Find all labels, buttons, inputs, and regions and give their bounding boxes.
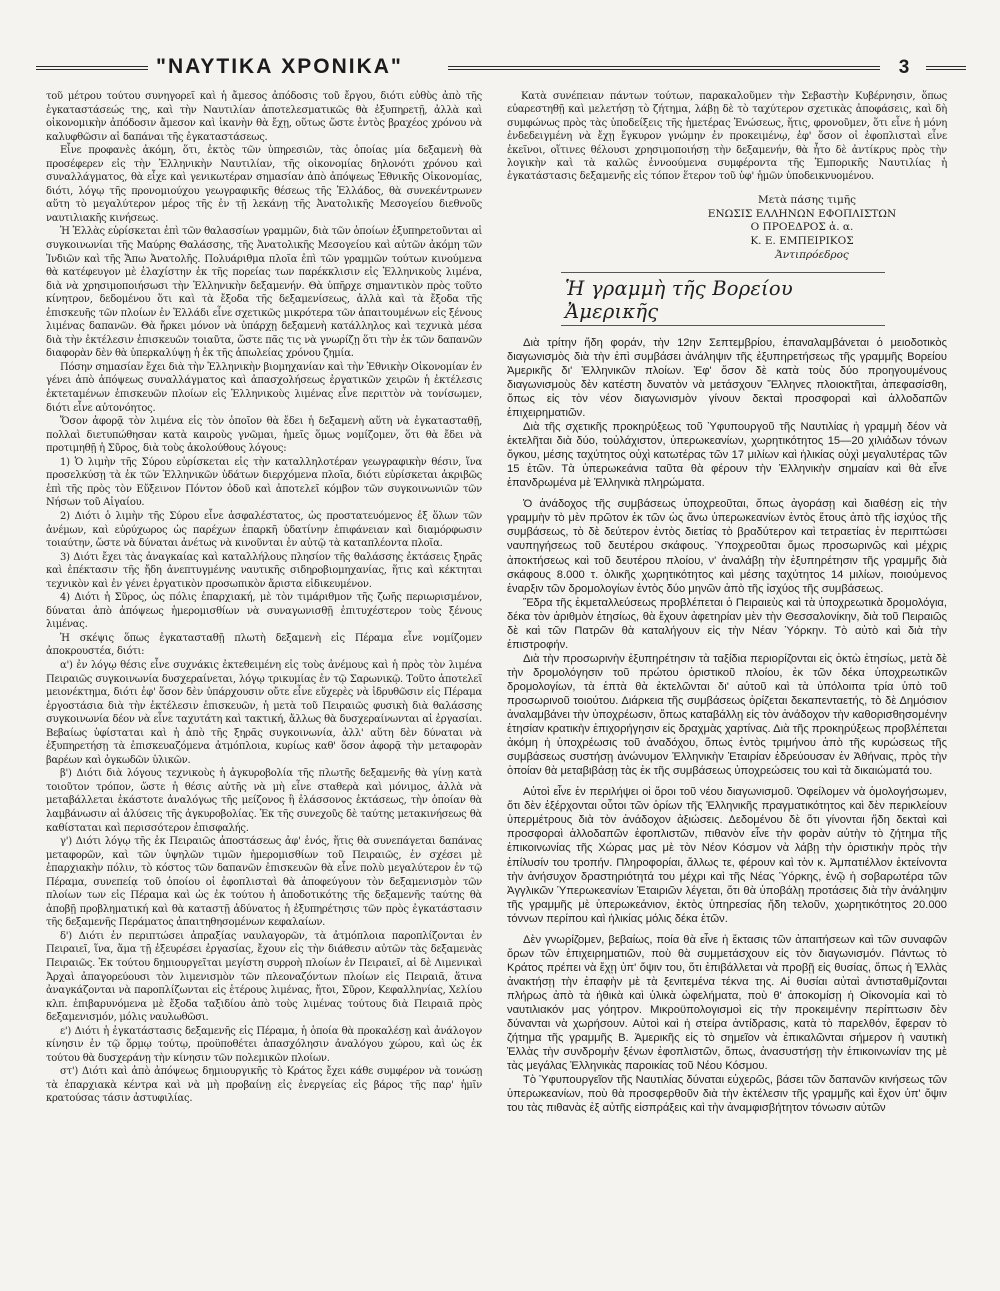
letter-closing-paragraph: Κατὰ συνέπειαν πάντων τούτων, παρακαλοῦμεν τὴν Σεβαστὴν Κυβέρνησιν, ὅπως εὐαρεστηθῇ καὶ μελετήσῃ τὸ ζήτημα, λάβῃ δὲ τὸ ταχύτερον σχετικὰς ἀποφάσεις, καὶ δὴ συμφώνως πρὸς τὰς ὑποδείξεις τῆς ἡμετέρας Ἑνώσεως, ἥτις, φρονοῦμεν, ὅτι εἶνε ἡ μόνη ἐνδεδειγμένη νὰ ἔχῃ ἔγκυρον γνώμην ἐν προκειμένῳ, ἐφ' ὅσον οἱ ἐφοπλισταὶ εἶνε ἐκεῖνοι, οἵτινες θέλουσι χρησιμοποιήσῃ τὴν δεξαμενήν, θὰ ἦτο δὲ ἀντίκρυς πρὸς τὴν λογικὴν καὶ τὰ καλῶς ἐννοούμενα συμφέροντα τῆς Ἐμπορικῆς Ναυτιλίας ἡ ἐγκατάστασις δεξαμενῆς εἰς τόπον ἕτερον τοῦ ὑφ' ἡμῶν ὑποδεικνυομένου. (507, 91, 947, 183)
lettered-reason: δ') Διότι ἐν περιπτώσει ἀπραξίας ναυλαγορῶν, τὰ ἀτμόπλοια παροπλίζονται ἐν Πειραιεῖ, ἵνα, ἅμα τῇ ἐξευρέσει ἐργασίας, ἔχουν εἰς τὴν διάθεσιν αὐτῶν τὰς δεξαμενὰς Πειραιῶς. Ἐκ τούτου δημιουργεῖται μεγίστη συρροὴ πλοίων ἐν Πειραιεῖ, αἱ δὲ Λιμενικαὶ Ἀρχαὶ ἀπαγορεύουσι τὸν λιμενισμὸν τῶν πλεοναζόντων πλοίων εἰς Πειραιᾶ, ἅτινα ἀναγκάζονται νὰ παροπλίζωνται εἰς ἑτέρους λιμένας, ἤτοι, Σῦρον, Κεφαλληνίας, Χελίου κλπ. ἐπιβαρυνόμενα μὲ ἔξοδα ταξιδίου ἀπὸ τοὺς λιμένας τούτους διὰ Πειραιᾶ πρὸς δεξαμενισμόν, μόλις ναυλωθῶσι. (46, 930, 482, 1024)
numbered-reason: 1) Ὁ λιμὴν τῆς Σύρου εὑρίσκεται εἰς τὴν καταλληλοτέραν γεωγραφικὴν θέσιν, ἵνα προσελκύσῃ τὰ ἐκ τῶν Ἑλληνικῶν ὑδάτων διερχόμενα πλοῖα, διότι εὑρίσκεται ἀκριβῶς ἐπὶ τῆς πρὸς τὸν Εὔξεινον Πόντον ὁδοῦ καὶ ἀποτελεῖ κόμβον τῶν συγκοινωνιῶν τῶν Νήσων τοῦ Αἰγαίου. (46, 456, 482, 509)
lettered-reason: στ') Διότι καὶ ἀπὸ ἀπόψεως δημιουργικῆς τὸ Κράτος ἔχει κάθε συμφέρον νὰ τονώσῃ τὰ ἐπαρχιακὰ κέντρα καὶ νὰ μὴ προβαίνῃ εἰς ἐνεργείας εἰς βάρος τῆς παρ' ἡμῖν κρατούσας τάσιν ἀστυφιλίας. (46, 1066, 482, 1105)
article-paragraph: Ὁ ἀνάδοχος τῆς συμβάσεως ὑποχρεοῦται, ὅπως ἀγοράσῃ καὶ διαθέσῃ εἰς τὴν γραμμὴν τὸ μὲν πρῶτον ἐκ τῶν ὡς ἄνω ὑπερωκεανίων ἐντὸς ἔτους ἀπὸ τῆς ἰσχύος τῆς συμβάσεως, τὸ δὲ δεύτερον ἐντὸς διετίας τὸ βραδύτερον καὶ τετραετίας ἐν περιπτώσει ναυπηγήσεως τοῦ δευτέρου σκάφους. Ὑποχρεοῦται ὅμως προσωρινῶς καὶ μέχρις ἀποκτήσεως καὶ τοῦ δευτέρου πλοίου, ν' ἀναλάβῃ τὴν ἐξυπηρέτησιν τῆς γραμμῆς διὰ σκάφους 8.000 τ. ὁλικῆς χωρητικότητος καὶ μέσης ταχύτητος 14 μιλίων, ποιούμενος ἐναρξιν τῶν δρομολογίων ἐντὸς δύο μηνῶν ἀπὸ τῆς ἰσχύος τῆς συμβάσεως. (507, 498, 947, 595)
header-rule-right (926, 66, 966, 70)
lettered-reason: α') ἐν λόγῳ θέσις εἶνε συχνάκις ἐκτεθειμένη εἰς τοὺς ἀνέμους καὶ ἡ πρὸς τὸν λιμένα Πειραιῶς συγκοινωνία δυσχεραίνεται, λόγῳ τρικυμίας ἐν τῷ Σαρωνικῷ. Τοῦτο ἀποτελεῖ μειονέκτημα, διότι ἐφ' ὅσον δὲν ὑπάρχουσιν οὔτε εἶνε εὔχερὲς νὰ ἱδρυθῶσιν εἰς Πέραμα ἐργοστάσια διὰ τὴν ἐκτέλεσιν ἐπισκευῶν, ἡ μετὰ τοῦ Πειραιῶς φυσικὴ διὰ θαλάσσης συγκοινωνία δέον νὰ εἶνε ταχυτάτη καὶ τακτική, ἄλλως θὰ δυσχεραίνωνται αἱ ἐργασίαι. Βεβαίως ὑφίσταται καὶ ἡ ἀπὸ τῆς ξηρᾶς συγκοινωνία, ἀλλ' αὕτη δὲν δύναται νὰ ἐξυπηρετήσῃ τὰ ἐπισκευαζόμενα ἀτμόπλοια, κυρίως καθ' ὅσον ἀφορᾷ τὴν μεταφορὰν βαρέων καὶ ὀγκωδῶν ὑλικῶν. (46, 659, 482, 766)
page-header (36, 55, 966, 85)
paragraph: Ἡ σκέψις ὅπως ἐγκατασταθῇ πλωτὴ δεξαμενὴ εἰς Πέραμα εἶνε νομίζομεν ἀποκρουστέα, διότι: (46, 632, 482, 658)
right-column (507, 90, 947, 1115)
article-paragraph: Αὐτοὶ εἶνε ἐν περιλήψει οἱ ὅροι τοῦ νέου διαγωνισμοῦ. Ὀφείλομεν νὰ ὁμολογήσωμεν, ὅτι δὲν ἐξέρχονται οὗτοι τῶν ὁρίων τῆς Ἑλληνικῆς πραγματικότητος καὶ δὲν περικλείουν ὑπερμέτρους διὰ τὸν ἀνάδοχον ἀξιώσεις. Δεδομένου δὲ ὅτι γίνονται ἤδη δεκταὶ καὶ προσφοραὶ ἀλλοδαπῶν ἐφοπλιστῶν, πιθανὸν εἶνε τὴν φορὰν αὐτὴν τὸ ζήτημα τῆς ἐπικοινωνίας τῆς Χώρας μας μὲ τὸν Νέον Κόσμον νὰ λάβῃ τὴν ὁριστικὴν πρὸς τὴν ἐπίλυσίν του τροπήν. Πληροφορίαι, ἄλλως τε, φέρουν καὶ τὸν κ. Ἀμπατιέλλον ἐκτείνοντα τὴν ἀνήσυχον δραστηριότητά του μέχρι καὶ τῆς Νέας Ὑόρκης, ἐνῷ ἡ σοβαρωτέρα τῶν Ἀγγλικῶν Ὑπερωκεανίων Ἑταιριῶν λέγεται, ὅτι θὰ ὑποβάλῃ προτάσεις διὰ τὴν ἀνάληψιν τῆς γραμμῆς μὲ ὑπερωκεάνιον, ἐκτὸς ὑπηρεσίας ἤδη τελοῦν, χωρητικότητος 20.000 τόννων περίπου καὶ ἡλικίας μόλις δέκα ἐτῶν. (507, 786, 947, 925)
signature-name: Κ. Ε. ΕΜΠΕΙΡΙΚΟΣ (750, 235, 854, 248)
article-paragraph: Διὰ τῆς σχετικῆς προκηρύξεως τοῦ Ὑφυπουργοῦ τῆς Ναυτιλίας ἡ γραμμὴ δέον νὰ ἐκτελῆται διὰ δύο, τοὐλάχιστον, ὑπερωκεανίων, χωρητικότητος 15—20 χιλιάδων τόνων ὄγκου, μέσης ταχύτητος οὐχὶ κατωτέρας τῶν 17 μιλίων καὶ ἡλικίας οὐχὶ μεγαλυτέρας τῶν 15 ἐτῶν. Τὰ ὑπερωκεάνια ταῦτα θὰ φέρουν τὴν Ἑλληνικὴν σημαίαν καὶ θὰ εἶνε ἐπανδρωμένα μὲ Ἑλληνικὰ πληρώματα. (507, 421, 947, 490)
signature-role: Ο ΠΡΟΕΔΡΟΣ ἀ. α. (750, 221, 854, 234)
article-body (507, 336, 947, 1116)
numbered-reason: 2) Διότι ὁ λιμὴν τῆς Σύρου εἶνε ἀσφαλέστατος, ὡς προστατευόμενος ἐξ ὅλων τῶν ἀνέμων, καὶ εὐρύχωρος ὡς παρέχων ἐπαρκῆ ὑδατίνην ἐπιφάνειαν καὶ διαμόρφωσιν τοιαύτην, ὥστε νὰ δύναται ἀνέτως νὰ κινοῦνται ἐν αὐτῷ τὰ καταπλέοντα πλοῖα. (46, 510, 482, 550)
masthead-title: "ΝΑΥΤΙΚΑ ΧΡΟΝΙΚΑ" (156, 55, 403, 78)
paragraph: Πόσην σημασίαν ἔχει διὰ τὴν Ἑλληνικὴν βιομηχανίαν καὶ τὴν Ἐθνικὴν Οἰκονομίαν ἐν γένει ἀπὸ ἀπόψεως συναλλάγματος καὶ ἀπασχολήσεως ἐργατικῶν χειρῶν ἡ ἐκτέλεσις ἐκτεταμένων ἐπισκευῶν πλοίων εἰς Ἑλληνικοὺς λιμένας εἶνε περιττὸν νὰ τονίσωμεν, διότι εἶνε αὐτονόητος. (46, 361, 482, 414)
lettered-reason: β') Διότι διὰ λόγους τεχνικοὺς ἡ ἀγκυροβολία τῆς πλωτῆς δεξαμενῆς θὰ γίνῃ κατὰ τοιοῦτον τρόπον, ὥστε ἡ θέσις αὐτῆς νὰ μὴ εἶνε σταθερὰ καὶ μόνιμος, ἀλλὰ νὰ μεταβάλλεται ἑκάστοτε ἀναλόγως τῆς μείζονος ἢ ἐλάσσονος ἐκτάσεως, τὴν ὁποίαν θὰ λαμβάνωσιν αἱ ἀλύσεις τῆς ἀγκυροβολίας. Ἐκ τῆς συνεχοῦς δὲ ταύτης μετακινήσεως θὰ καθίσταται καὶ περισσότερον ἐπισφαλής. (46, 768, 482, 834)
paragraph: Εἶνε προφανὲς ἀκόμη, ὅτι, ἐκτὸς τῶν ὑπηρεσιῶν, τὰς ὁποίας μία δεξαμενὴ θὰ προσέφερεν εἰς τὴν Ἑλληνικὴν Ναυτιλίαν, τῆς οἰκονομίας δηλονότι χρόνου καὶ συναλλάγματος, θὰ εἶχε καὶ γενικωτέραν σημασίαν ἀπὸ ἀπόψεως Ἐθνικῆς Οἰκονομίας, διότι, λόγῳ τῆς προνομιούχου γεωγραφικῆς θέσεως τῆς Ἑλλάδος, θὰ συνεκέντρωνεν αὕτη τὸ μεγαλύτερον μέρος τῆς ἐν τῇ λεκάνῃ τῆς Ἀνατολικῆς Μεσογείου διεθνοῦς ναυτιλιακῆς κινήσεως. (46, 145, 482, 224)
article-paragraph: Ἕδρα τῆς ἐκμεταλλεύσεως προβλέπεται ὁ Πειραιεὺς καὶ τὰ ὑποχρεωτικὰ δρομολόγια, δέκα τὸν ἀριθμὸν ἐτησίως, θὰ ἔχουν ἀφετηρίαν μὲν τὴν Θεσσαλονίκην, διὰ τοῦ Πειραιῶς δὲ καὶ τῶν Πατρῶν θὰ καταλήγουν εἰς τὴν Νέαν Ὑόρκην. Τὸ αὐτὸ καὶ διὰ τὴν ἐπιστροφήν. (507, 596, 947, 651)
page-number: 3 (898, 57, 910, 78)
article-paragraph: Διὰ τρίτην ἤδη φοράν, τὴν 12ην Σεπτεμβρίου, ἐπαναλαμβάνεται ὁ μειοδοτικὸς διαγωνισμὸς διὰ τὴν ἐπὶ συμβάσει ἀνάληψιν τῆς ἐξυπηρετήσεως τῆς γραμμῆς Βορείου Ἀμερικῆς δι' Ἑλληνικῶν πλοίων. Ἐφ' ὅσον δὲ κατὰ τοὺς δύο προηγουμένους διαγωνισμοὺς δὲν κατέστη δυνατὸν νὰ μετάσχουν Ἕλληνες πλοιοκτῆται, ἀπεφασίσθη, ὅπως εἰς τὸν νέον διαγωνισμὸν γίνουν δεκταὶ προσφοραὶ καὶ ἀλλοδαπῶν ἐπιχειρηματιῶν. (507, 336, 947, 420)
paragraph: Ἡ Ἑλλὰς εὑρίσκεται ἐπὶ τῶν θαλασσίων γραμμῶν, διὰ τῶν ὁποίων ἐξυπηρετοῦνται αἱ συγκοινωνίαι τῆς Μαύρης Θαλάσσης, τῆς Ἀνατολικῆς Μεσογείου καὶ αὐτῶν ἀκόμη τῶν Ἰνδιῶν καὶ τῆς Ἄπω Ἀνατολῆς. Πολυάριθμα πλοῖα ἐπὶ τῶν γραμμῶν τούτων κινούμενα θὰ κατέφευγον μὲ ἐλαχίστην ἐκ τῆς πορείας των παρέκκλισιν εἰς Ἑλληνικοὺς λιμένα, διὰ νὰ χρησιμοποιήσωσι τὴν Ἑλληνικὴν δεξαμενήν. Θὰ ὑπῆρχε σημαντικὸν πρὸς τοῦτο κίνητρον, δεδομένου ὅτι καὶ τὰ ἔξοδα τῆς δεξαμενίσεως, ἀλλὰ καὶ τὰ ἔξοδα τῆς ἐπισκευῆς τῶν πλοίων ἐν Ἑλλάδι εἶνε σχετικῶς μικρότερα τῶν ἀπαιτουμένων εἰς ξένους λιμένας δαπανῶν. Θὰ ἤρκει μόνον νὰ ὑπάρχῃ δεξαμενὴ κατάλληλος καὶ τεχνικὰ μέσα διὰ τὴν ἐκτέλεσιν ἐπισκευῶν τοιαῦτα, ὥστε πᾶς τις νὰ γνωρίζῃ ὅτι τὴν ἐκ τῶν δαπανῶν διαφορὰν δὲν θὰ ὑπερκαλύψῃ ἡ ἐκ τῆς ἀπωλείας χρόνου ζημία. (46, 226, 482, 360)
signature-organization: ΕΝΩΣΙΣ ΕΛΛΗΝΩΝ ΕΦΟΠΛΙΣΤΩΝ (707, 207, 897, 220)
signature-title: Ἀντιπρόεδρος (775, 249, 849, 262)
numbered-reason: 4) Διότι ἡ Σῦρος, ὡς πόλις ἐπαρχιακή, μὲ τὸν τιμάριθμον τῆς ζωῆς περιωρισμένον, δύναται ἀπὸ ἀπόψεως ἡμερομισθίων νὰ συναγωνισθῇ ἐπιτυχέστερον τοὺς ξένους λιμένας. (46, 592, 482, 631)
article-paragraph: Τὸ Ὑφυπουργεῖον τῆς Ναυτιλίας δύναται εὐχερῶς, βάσει τῶν δαπανῶν κινήσεως τῶν ὑπερωκεανίων, ποὺ θὰ προσφερθοῦν διὰ τὴν ἐκτέλεσιν τῆς γραμμῆς καὶ ἔχον ὑπ' ὄψιν του τὰς πιθανὰς ἐξ αὐτῆς εἰσπράξεις καὶ τὴν ἀναμφισβήτητον τόνωσιν αὐτῶν (507, 1074, 947, 1115)
article-paragraph: Δὲν γνωρίζομεν, βεβαίως, ποία θὰ εἶνε ἡ ἔκτασις τῶν ἀπαιτήσεων καὶ τῶν συναφῶν ὅρων τῶν ἐπιχειρηματιῶν, ποὺ θὰ συμμετάσχουν εἰς τὸν διαγωνισμόν. Πάντως τὸ Κράτος πρέπει νὰ ἔχῃ ὑπ' ὄψιν του, ὅτι ἐπιβάλλεται νὰ προβῇ εἰς θυσίας, ὅπως ἡ Ἑλλὰς ἀνακτήσῃ τὴν ἐπαφὴν μὲ τὰ ξενιτεμένα τέκνα της. Αἱ θυσίαι αὐταὶ ἀντισταθμίζονται πλήρως ἀπὸ τὰ ἠθικὰ καὶ ὑλικὰ ὠφελήματα, ποὺ θ' ἀποκομίσῃ ἡ Οἰκονομία καὶ τὸ ναυτιλιακόν μας γόητρον. Μικροϋπολογισμοὶ εἰς τὴν προκειμένην περίπτωσιν δὲν δύνανται νὰ χωρήσουν. Αὐτοὶ καὶ ἡ στείρα ἀντίδρασις, κατὰ τὸ παρελθόν, ἔφεραν τὸ ζήτημα τῆς γραμμῆς Β. Ἀμερικῆς εἰς τὸ σημεῖον νὰ ἐπικαλῶνται σήμερον ἡ ναυτικὴ Ἑλλὰς τὴν συνδρομὴν ξένων ἐφοπλιστῶν, ὅπως, ἀνασυστήσῃ τὴν ἐπικοινωνίαν της μὲ τὰς μεγάλας Ἑλληνικὰς παροικίας τοῦ Νέου Κόσμου. (507, 933, 947, 1073)
paragraph: Ὅσον ἀφορᾷ τὸν λιμένα εἰς τὸν ὁποῖον θὰ ἔδει ἡ δεξαμενὴ αὕτη νὰ ἐγκατασταθῇ, πολλαὶ διετυπώθησαν κατὰ καιροὺς γνῶμαι, ἡμεῖς ὅμως νομίζομεν, ὅτι θὰ ἔδει νὰ προτιμηθῇ ἡ Σῦρος, διὰ τοὺς ἀκολούθους λόγους: (46, 416, 482, 455)
signature-block (507, 194, 947, 263)
header-rule-middle (448, 66, 880, 70)
signature-salutation: Μετὰ πάσης τιμῆς (757, 193, 857, 206)
numbered-reason: 3) Διότι ἔχει τὰς ἀναγκαίας καὶ καταλλήλους πλησίον τῆς θαλάσσης ἐκτάσεις ξηρᾶς καὶ ἐπέκτασιν τῆς ἤδη ἀνεπτυγμένης ναυτικῆς σιδηροβιομηχανίας, ἥτις καὶ κέκτηται τεχνικὸν καὶ ἐν γένει ἐργατικὸν προσωπικὸν ἄριστα εἰδικευμένον. (46, 551, 482, 590)
paragraph: τοῦ μέτρου τούτου συνηγορεῖ καὶ ἡ ἄμεσος ἀπόδοσις τοῦ ἔργου, διότι εὐθὺς ἀπὸ τῆς ἐγκαταστάσεώς της, καὶ τὴν Ναυτιλίαν ἀποτελεσματικῶς θὰ ἐξυπηρετῇ, ἀλλὰ καὶ οἰκονομικὴν ἀπόδοσιν ἄμεσον καὶ ἱκανὴν θὰ ἔχῃ, οὕτως ὥστε ἐντὸς βραχέος χρόνου νὰ καλυφθῶσιν αἱ δαπάναι τῆς ἐγκαταστάσεως. (46, 91, 482, 143)
article-paragraph: Διὰ τὴν προσωρινὴν ἐξυπηρέτησιν τὰ ταξίδια περιορίζονται εἰς ὀκτὼ ἐτησίως, μετὰ δὲ τὴν δρομολόγησιν τοῦ πρώτου ὁριστικοῦ πλοίου, ἐκ τῶν δέκα ὑποχρεωτικῶν δρομολογίων, τὰ ἑπτὰ θὰ ἐκτελῶνται δι' αὐτοῦ καὶ τὰ ὑπόλοιπα τρία ὑπὸ τοῦ προσωρινοῦ τοιούτου. Διάρκεια τῆς συμβάσεως ὁρίζεται δεκαπενταετής, τὸ δὲ Δημόσιον ἀναλαμβάνει τὴν ὑποχρέωσιν, ὅπως καταβάλλῃ εἰς τὸν ἀνάδοχον τὴν καθορισθησομένην ἐτησίαν κρατικὴν ἐπιχορήγησιν εἰς δραχμὰς χαρτίνας. Διὰ τῆς προκηρύξεως προβλέπεται ἀκόμη ἡ ὑποχρέωσις τοῦ ἀναδόχου, ὅπως ἐντὸς τριμήνου ἀπὸ τῆς κυρώσεως τῆς συμβάσεως συστήσῃ ἀνώνυμον Ἑλληνικὴν Ἑταιρίαν ἑδρεύουσαν ἐν Ἀθήναις, πρὸς τὴν ὁποίαν θὰ μεταβιβάσῃ τὰς ἐκ τῆς συμβάσεως ὑποχρεώσεις του καὶ τὰ δικαιώματά του. (507, 652, 947, 778)
left-column (46, 90, 482, 1106)
article-heading: Ἡ γραμμὴ τῆς Βορείου Ἀμερικῆς (561, 272, 885, 326)
lettered-reason: ε') Διότι ἡ ἐγκατάστασις δεξαμενῆς εἰς Πέραμα, ἡ ὁποία θὰ προκαλέσῃ καὶ ἀνάλογον κίνησιν ἐν τῷ ὅρμῳ τούτῳ, προϋποθέτει ἀπασχόλησιν ἀναλόγου χώρου, καὶ ὡς ἐκ τούτου θὰ δυσχεράνῃ τὴν κίνησιν τῶν πολεμικῶν πλοίων. (46, 1025, 482, 1064)
lettered-reason: γ') Διότι λόγῳ τῆς ἐκ Πειραιῶς ἀποστάσεως ἀφ' ἑνός, ἥτις θὰ συνεπάγεται δαπάνας μεταφορῶν, καὶ τῶν ὑψηλῶν τιμῶν ἡμερομισθίων τοῦ Πειραιῶς, ἐν σχέσει μὲ ἐπαρχιακὴν πόλιν, τὸ κόστος τῶν δαπανῶν ἐπισκευῶν θὰ εἶνε πολὺ μεγαλύτερον ἐν τῷ Πέραμα, συνεπείᾳ τοῦ ὁποίου οἱ ἐφοπλισταὶ θὰ ἀποφεύγουν τὸν δεξαμενισμὸν τῶν πλοίων των εἰς Πέραμα καὶ ὡς ἐκ τούτου ἡ ἀποδοτικότης τῆς δεξαμενῆς ταύτης θὰ ἀποβῇ προβληματική καὶ θὰ καταστῇ ἀδύνατος ἡ ἐξυπηρέτησις τῶν πρὸς ἐγκατάστασιν τῆς δεξαμενῆς Περάματος ἀπαιτηθησομένων κεφαλαίων. (46, 836, 482, 929)
header-rule-left (36, 66, 148, 70)
